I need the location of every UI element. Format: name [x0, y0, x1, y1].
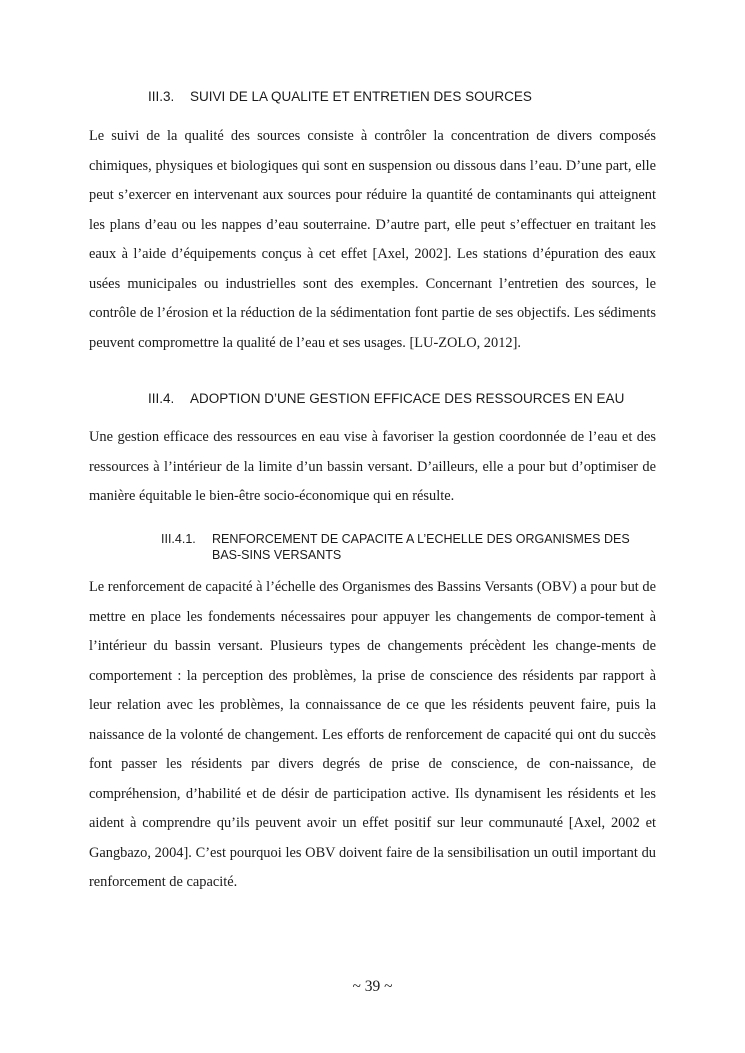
section-heading-iii-3 — [148, 89, 532, 104]
page-number: ~ 39 ~ — [352, 978, 393, 995]
subsection-paragraph-iii-4-1: Le renforcement de capacité à l’échelle des Organismes des Bassins Versants (OBV) a pour but de mettre en place les fondements nécessaires pour appuyer les changements de compor-tement à l’intérieur du bassin versant. Plusieurs types de changements précèdent les change-ments de comportement : la perception des problèmes, la prise de conscience des résidents par rapport à leur relation avec les problèmes, la connaissance de ce que les résidents peuvent faire, puis la naissance de la volonté de changement. Les efforts de renforcement de capacité qui ont du succès font passer les résidents par divers degrés de prise de conscience, de con-naissance, de compréhension, d’habilité et de désir de participation active. Ils dynamisent les résidents et les aident à comprendre qu’ils peuvent avoir un effet positif sur leur communauté [Axel, 2002 et Gangbazo, 2004]. C’est pourquoi les OBV doivent faire de la sensibilisation un outil important du renforcement de capacité. — [89, 579, 656, 890]
section-title: ADOPTION D’UNE GESTION EFFICACE DES RESSOURCES EN EAU — [190, 391, 625, 406]
section-paragraph-iii-4: Une gestion efficace des ressources en eau vise à favoriser la gestion coordonnée de l’eau et des ressources à l’intérieur de la limite d’un bassin versant. D’ailleurs, elle a pour but d’optimiser de manière équitable le bien-être socio-économique qui en résulte. — [89, 429, 656, 504]
subsection-title: RENFORCEMENT DE CAPACITE A L’ECHELLE DES ORGANISMES DES BAS-SINS VERSANTS — [212, 532, 630, 562]
subsection-heading-iii-4-1 — [161, 531, 657, 563]
section-paragraph-iii-3: Le suivi de la qualité des sources consiste à contrôler la concentration de divers composés chimiques, physiques et biologiques qui sont en suspension ou dissous dans l’eau. D’une part, elle peut s’exercer en intervenant aux sources pour réduire la quantité de contaminants qui atteignent les plans d’eau ou les nappes d’eau souterraine. D’autre part, elle peut s’effectuer en traitant les eaux à l’aide d’équipements conçus à cet effet [Axel, 2002]. Les stations d’épuration des eaux usées municipales ou industrielles sont des exemples. Concernant l’entretien des sources, le contrôle de l’érosion et la réduction de la sédimentation font partie de ses objectifs. Les sédiments peuvent compromettre la qualité de l’eau et ses usages. [LU-ZOLO, 2012]. — [89, 128, 656, 351]
subsection-number: III.4.1. — [161, 532, 196, 546]
section-heading-iii-4 — [148, 391, 624, 406]
section-number: III.3. — [148, 89, 175, 104]
section-number: III.4. — [148, 391, 175, 406]
section-title: SUIVI DE LA QUALITE ET ENTRETIEN DES SOURCES — [190, 89, 532, 104]
